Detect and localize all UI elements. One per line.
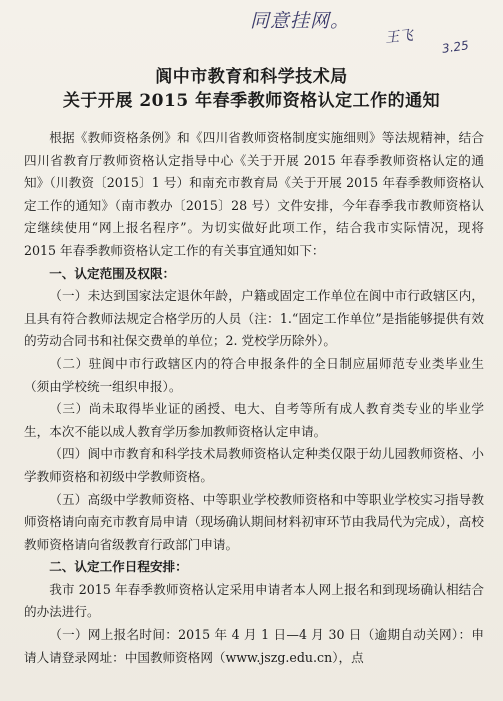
- scope-item-4: （四）阆中市教育和科学技术局教师资格认定种类仅限于幼儿园教师资格、小学教师资格和初级中学教师资格。: [24, 446, 484, 484]
- section-heading-schedule: 二、认定工作日程安排：: [49, 559, 188, 575]
- scope-item-2: （二）驻阆中市行政辖区内的符合申报条件的全日制应届师范专业类毕业生（须由学校统一组织申报）。: [24, 355, 484, 394]
- handwritten-date: 3.25: [441, 38, 470, 56]
- notice-body: [24, 127, 484, 669]
- schedule-item-1: （一）网上报名时间：2015 年 4 月 1 日—4 月 30 日（逾期自动关网）：申请人请登录网址：中国教师资格网（www.jszg.edu.cn），点: [24, 627, 484, 665]
- schedule-paragraph: 我市 2015 年春季教师资格认定采用申请者本人网上报名和到现场确认相结合的办法进行。: [24, 581, 484, 620]
- intro-paragraph: 根据《教师资格条例》和《四川省教师资格制度实施细则》等法规精神，结合四川省教育厅教师资格认定指导中心《关于开展 2015 年春季教师资格认定的通知》（川教资〔2015〕1 号）和南充市教育局《关于开展 2015 年春季教师资格认定工作的通知》（南市教办〔2015〕28 号）文件安排，今年春季我市教师资格认定继续使用“网上报名程序”。为切实做好此项工作，结合我市实际情况，现将 2015 年春季教师资格认定工作的有关事宜通知如下：: [24, 130, 484, 258]
- section-heading-scope: 一、认定范围及权限：: [49, 265, 176, 281]
- scope-item-3: （三）尚未取得毕业证的函授、电大、自考等所有成人教育类专业的毕业学生，本次不能以成人教育学历参加教师资格认定申请。: [24, 401, 484, 439]
- scope-item-5: （五）高级中学教师资格、中等职业学校教师资格和中等职业学校实习指导教师资格请向南充市教育局申请（现场确认期间材料初审环节由我局代为完成），高校教师资格请向省级教育行政部门申请。: [24, 491, 484, 552]
- handwritten-initials: 王飞: [384, 27, 414, 47]
- handwritten-approval-note: 同意挂网。: [250, 10, 351, 32]
- notice-title: 关于开展 2015 年春季教师资格认定工作的通知: [62, 91, 441, 111]
- issuer-title: 阆中市教育和科学技术局: [155, 67, 348, 87]
- scope-item-1: （一）未达到国家法定退休年龄，户籍或固定工作单位在阆中市行政辖区内，且具有符合教师法规定合格学历的人员（注：1.“固定工作单位”是指能够提供有效的劳动合同书和社保交费单的单位；2. 党校学历除外）。: [24, 288, 484, 349]
